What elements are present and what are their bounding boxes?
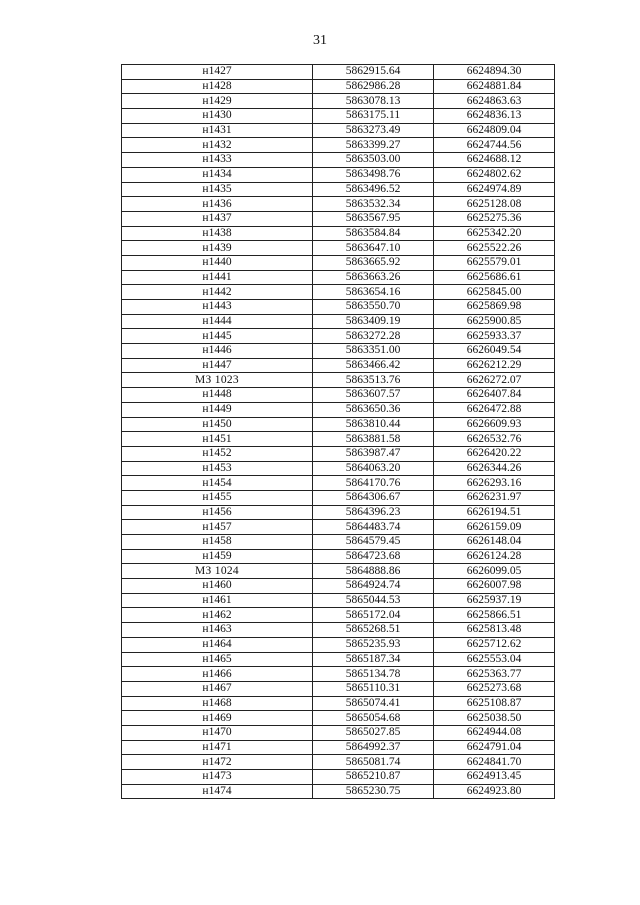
y-coordinate-cell: 6626609.93	[434, 417, 555, 432]
y-coordinate-cell: 6626212.29	[434, 358, 555, 373]
table-row	[122, 109, 555, 124]
table-row	[122, 182, 555, 197]
y-coordinate-cell: 6624944.08	[434, 725, 555, 740]
x-coordinate-cell: 5863650.36	[313, 402, 434, 417]
y-coordinate-cell: 6626194.51	[434, 505, 555, 520]
x-coordinate-cell: 5865230.75	[313, 784, 434, 799]
x-coordinate-cell: 5863513.76	[313, 373, 434, 388]
y-coordinate-cell: 6626007.98	[434, 579, 555, 594]
point-id-cell: н1471	[122, 740, 313, 755]
table-row	[122, 241, 555, 256]
table-row	[122, 197, 555, 212]
point-id-cell: н1451	[122, 432, 313, 447]
point-id-cell: н1459	[122, 549, 313, 564]
x-coordinate-cell: 5863503.00	[313, 153, 434, 168]
x-coordinate-cell: 5865110.31	[313, 681, 434, 696]
table-row	[122, 535, 555, 550]
coordinates-table	[121, 64, 555, 799]
point-id-cell: н1457	[122, 520, 313, 535]
table-row	[122, 549, 555, 564]
y-coordinate-cell: 6625275.36	[434, 211, 555, 226]
point-id-cell: н1474	[122, 784, 313, 799]
x-coordinate-cell: 5865054.68	[313, 711, 434, 726]
x-coordinate-cell: 5865027.85	[313, 725, 434, 740]
table-row	[122, 300, 555, 315]
y-coordinate-cell: 6625108.87	[434, 696, 555, 711]
table-row	[122, 255, 555, 270]
y-coordinate-cell: 6624688.12	[434, 153, 555, 168]
y-coordinate-cell: 6624744.56	[434, 138, 555, 153]
x-coordinate-cell: 5863273.49	[313, 123, 434, 138]
x-coordinate-cell: 5863351.00	[313, 344, 434, 359]
y-coordinate-cell: 6624836.13	[434, 109, 555, 124]
point-id-cell: н1431	[122, 123, 313, 138]
table-row	[122, 226, 555, 241]
point-id-cell: н1466	[122, 667, 313, 682]
point-id-cell: н1437	[122, 211, 313, 226]
x-coordinate-cell: 5863399.27	[313, 138, 434, 153]
y-coordinate-cell: 6625845.00	[434, 285, 555, 300]
x-coordinate-cell: 5863584.84	[313, 226, 434, 241]
y-coordinate-cell: 6625342.20	[434, 226, 555, 241]
point-id-cell: н1440	[122, 255, 313, 270]
table-row	[122, 329, 555, 344]
y-coordinate-cell: 6626159.09	[434, 520, 555, 535]
x-coordinate-cell: 5864924.74	[313, 579, 434, 594]
point-id-cell: н1450	[122, 417, 313, 432]
y-coordinate-cell: 6626420.22	[434, 446, 555, 461]
point-id-cell: н1452	[122, 446, 313, 461]
table-row	[122, 211, 555, 226]
table-row	[122, 476, 555, 491]
y-coordinate-cell: 6625869.98	[434, 300, 555, 315]
table-row	[122, 358, 555, 373]
table-row	[122, 608, 555, 623]
x-coordinate-cell: 5864579.45	[313, 535, 434, 550]
x-coordinate-cell: 5864992.37	[313, 740, 434, 755]
y-coordinate-cell: 6625933.37	[434, 329, 555, 344]
table-row	[122, 564, 555, 579]
point-id-cell: н1442	[122, 285, 313, 300]
table-row	[122, 696, 555, 711]
point-id-cell: н1446	[122, 344, 313, 359]
table-row	[122, 579, 555, 594]
x-coordinate-cell: 5863607.57	[313, 388, 434, 403]
table-row	[122, 167, 555, 182]
table-row	[122, 461, 555, 476]
point-id-cell: н1462	[122, 608, 313, 623]
point-id-cell: н1460	[122, 579, 313, 594]
point-id-cell: н1433	[122, 153, 313, 168]
point-id-cell: н1463	[122, 623, 313, 638]
table-row	[122, 402, 555, 417]
y-coordinate-cell: 6624809.04	[434, 123, 555, 138]
point-id-cell: н1432	[122, 138, 313, 153]
x-coordinate-cell: 5865235.93	[313, 637, 434, 652]
x-coordinate-cell: 5864063.20	[313, 461, 434, 476]
x-coordinate-cell: 5864483.74	[313, 520, 434, 535]
x-coordinate-cell: 5864888.86	[313, 564, 434, 579]
point-id-cell: н1458	[122, 535, 313, 550]
table-row	[122, 123, 555, 138]
table-row	[122, 153, 555, 168]
x-coordinate-cell: 5863409.19	[313, 314, 434, 329]
y-coordinate-cell: 6624894.30	[434, 65, 555, 80]
y-coordinate-cell: 6626231.97	[434, 490, 555, 505]
y-coordinate-cell: 6625937.19	[434, 593, 555, 608]
x-coordinate-cell: 5863654.16	[313, 285, 434, 300]
x-coordinate-cell: 5865172.04	[313, 608, 434, 623]
y-coordinate-cell: 6624881.84	[434, 79, 555, 94]
table-row	[122, 417, 555, 432]
y-coordinate-cell: 6625273.68	[434, 681, 555, 696]
x-coordinate-cell: 5865074.41	[313, 696, 434, 711]
table-row	[122, 652, 555, 667]
x-coordinate-cell: 5863272.28	[313, 329, 434, 344]
point-id-cell: н1441	[122, 270, 313, 285]
x-coordinate-cell: 5862915.64	[313, 65, 434, 80]
x-coordinate-cell: 5864170.76	[313, 476, 434, 491]
y-coordinate-cell: 6626049.54	[434, 344, 555, 359]
point-id-cell: н1434	[122, 167, 313, 182]
x-coordinate-cell: 5863810.44	[313, 417, 434, 432]
point-id-cell: н1429	[122, 94, 313, 109]
x-coordinate-cell: 5864723.68	[313, 549, 434, 564]
x-coordinate-cell: 5863647.10	[313, 241, 434, 256]
point-id-cell: н1444	[122, 314, 313, 329]
point-id-cell: н1473	[122, 770, 313, 785]
point-id-cell: н1454	[122, 476, 313, 491]
x-coordinate-cell: 5865210.87	[313, 770, 434, 785]
y-coordinate-cell: 6626407.84	[434, 388, 555, 403]
y-coordinate-cell: 6626344.26	[434, 461, 555, 476]
point-id-cell: МЗ 1023	[122, 373, 313, 388]
point-id-cell: н1438	[122, 226, 313, 241]
point-id-cell: н1428	[122, 79, 313, 94]
y-coordinate-cell: 6625866.51	[434, 608, 555, 623]
point-id-cell: н1461	[122, 593, 313, 608]
table-row	[122, 373, 555, 388]
table-row	[122, 725, 555, 740]
table-row	[122, 388, 555, 403]
point-id-cell: н1455	[122, 490, 313, 505]
table-row	[122, 770, 555, 785]
table-row	[122, 432, 555, 447]
table-row	[122, 138, 555, 153]
y-coordinate-cell: 6624802.62	[434, 167, 555, 182]
y-coordinate-cell: 6625128.08	[434, 197, 555, 212]
point-id-cell: н1447	[122, 358, 313, 373]
y-coordinate-cell: 6626293.16	[434, 476, 555, 491]
x-coordinate-cell: 5863987.47	[313, 446, 434, 461]
table-row	[122, 270, 555, 285]
table-row	[122, 94, 555, 109]
point-id-cell: н1468	[122, 696, 313, 711]
table-row	[122, 79, 555, 94]
x-coordinate-cell: 5865187.34	[313, 652, 434, 667]
y-coordinate-cell: 6625579.01	[434, 255, 555, 270]
point-id-cell: н1456	[122, 505, 313, 520]
table-row	[122, 667, 555, 682]
y-coordinate-cell: 6625813.48	[434, 623, 555, 638]
y-coordinate-cell: 6625363.77	[434, 667, 555, 682]
table-row	[122, 740, 555, 755]
point-id-cell: н1467	[122, 681, 313, 696]
y-coordinate-cell: 6625712.62	[434, 637, 555, 652]
table-row	[122, 593, 555, 608]
table-row	[122, 446, 555, 461]
x-coordinate-cell: 5865081.74	[313, 755, 434, 770]
x-coordinate-cell: 5863532.34	[313, 197, 434, 212]
point-id-cell: н1470	[122, 725, 313, 740]
table-row	[122, 490, 555, 505]
y-coordinate-cell: 6626532.76	[434, 432, 555, 447]
y-coordinate-cell: 6625522.26	[434, 241, 555, 256]
table-row	[122, 681, 555, 696]
y-coordinate-cell: 6624841.70	[434, 755, 555, 770]
table-row	[122, 65, 555, 80]
x-coordinate-cell: 5863496.52	[313, 182, 434, 197]
table-row	[122, 505, 555, 520]
table-row	[122, 711, 555, 726]
point-id-cell: н1449	[122, 402, 313, 417]
y-coordinate-cell: 6624863.63	[434, 94, 555, 109]
point-id-cell: н1465	[122, 652, 313, 667]
y-coordinate-cell: 6626124.28	[434, 549, 555, 564]
point-id-cell: МЗ 1024	[122, 564, 313, 579]
y-coordinate-cell: 6625686.61	[434, 270, 555, 285]
point-id-cell: н1472	[122, 755, 313, 770]
x-coordinate-cell: 5863078.13	[313, 94, 434, 109]
y-coordinate-cell: 6626472.88	[434, 402, 555, 417]
x-coordinate-cell: 5863663.26	[313, 270, 434, 285]
y-coordinate-cell: 6626148.04	[434, 535, 555, 550]
x-coordinate-cell: 5863567.95	[313, 211, 434, 226]
table-row	[122, 637, 555, 652]
page-number: 31	[313, 33, 327, 48]
y-coordinate-cell: 6626099.05	[434, 564, 555, 579]
x-coordinate-cell: 5863466.42	[313, 358, 434, 373]
y-coordinate-cell: 6624974.89	[434, 182, 555, 197]
x-coordinate-cell: 5862986.28	[313, 79, 434, 94]
table-row	[122, 344, 555, 359]
x-coordinate-cell: 5863498.76	[313, 167, 434, 182]
table-row	[122, 314, 555, 329]
table-row	[122, 520, 555, 535]
point-id-cell: н1439	[122, 241, 313, 256]
x-coordinate-cell: 5863175.11	[313, 109, 434, 124]
y-coordinate-cell: 6625900.85	[434, 314, 555, 329]
point-id-cell: н1448	[122, 388, 313, 403]
point-id-cell: н1453	[122, 461, 313, 476]
table-row	[122, 755, 555, 770]
table-row	[122, 784, 555, 799]
x-coordinate-cell: 5864396.23	[313, 505, 434, 520]
y-coordinate-cell: 6625553.04	[434, 652, 555, 667]
y-coordinate-cell: 6624923.80	[434, 784, 555, 799]
coordinates-table-body	[122, 65, 555, 799]
point-id-cell: н1443	[122, 300, 313, 315]
x-coordinate-cell: 5863550.70	[313, 300, 434, 315]
x-coordinate-cell: 5865044.53	[313, 593, 434, 608]
x-coordinate-cell: 5863881.58	[313, 432, 434, 447]
x-coordinate-cell: 5865134.78	[313, 667, 434, 682]
y-coordinate-cell: 6624913.45	[434, 770, 555, 785]
point-id-cell: н1427	[122, 65, 313, 80]
table-row	[122, 623, 555, 638]
table-row	[122, 285, 555, 300]
point-id-cell: н1445	[122, 329, 313, 344]
y-coordinate-cell: 6625038.50	[434, 711, 555, 726]
y-coordinate-cell: 6626272.07	[434, 373, 555, 388]
x-coordinate-cell: 5864306.67	[313, 490, 434, 505]
point-id-cell: н1430	[122, 109, 313, 124]
x-coordinate-cell: 5863665.92	[313, 255, 434, 270]
point-id-cell: н1435	[122, 182, 313, 197]
point-id-cell: н1436	[122, 197, 313, 212]
point-id-cell: н1464	[122, 637, 313, 652]
point-id-cell: н1469	[122, 711, 313, 726]
x-coordinate-cell: 5865268.51	[313, 623, 434, 638]
y-coordinate-cell: 6624791.04	[434, 740, 555, 755]
